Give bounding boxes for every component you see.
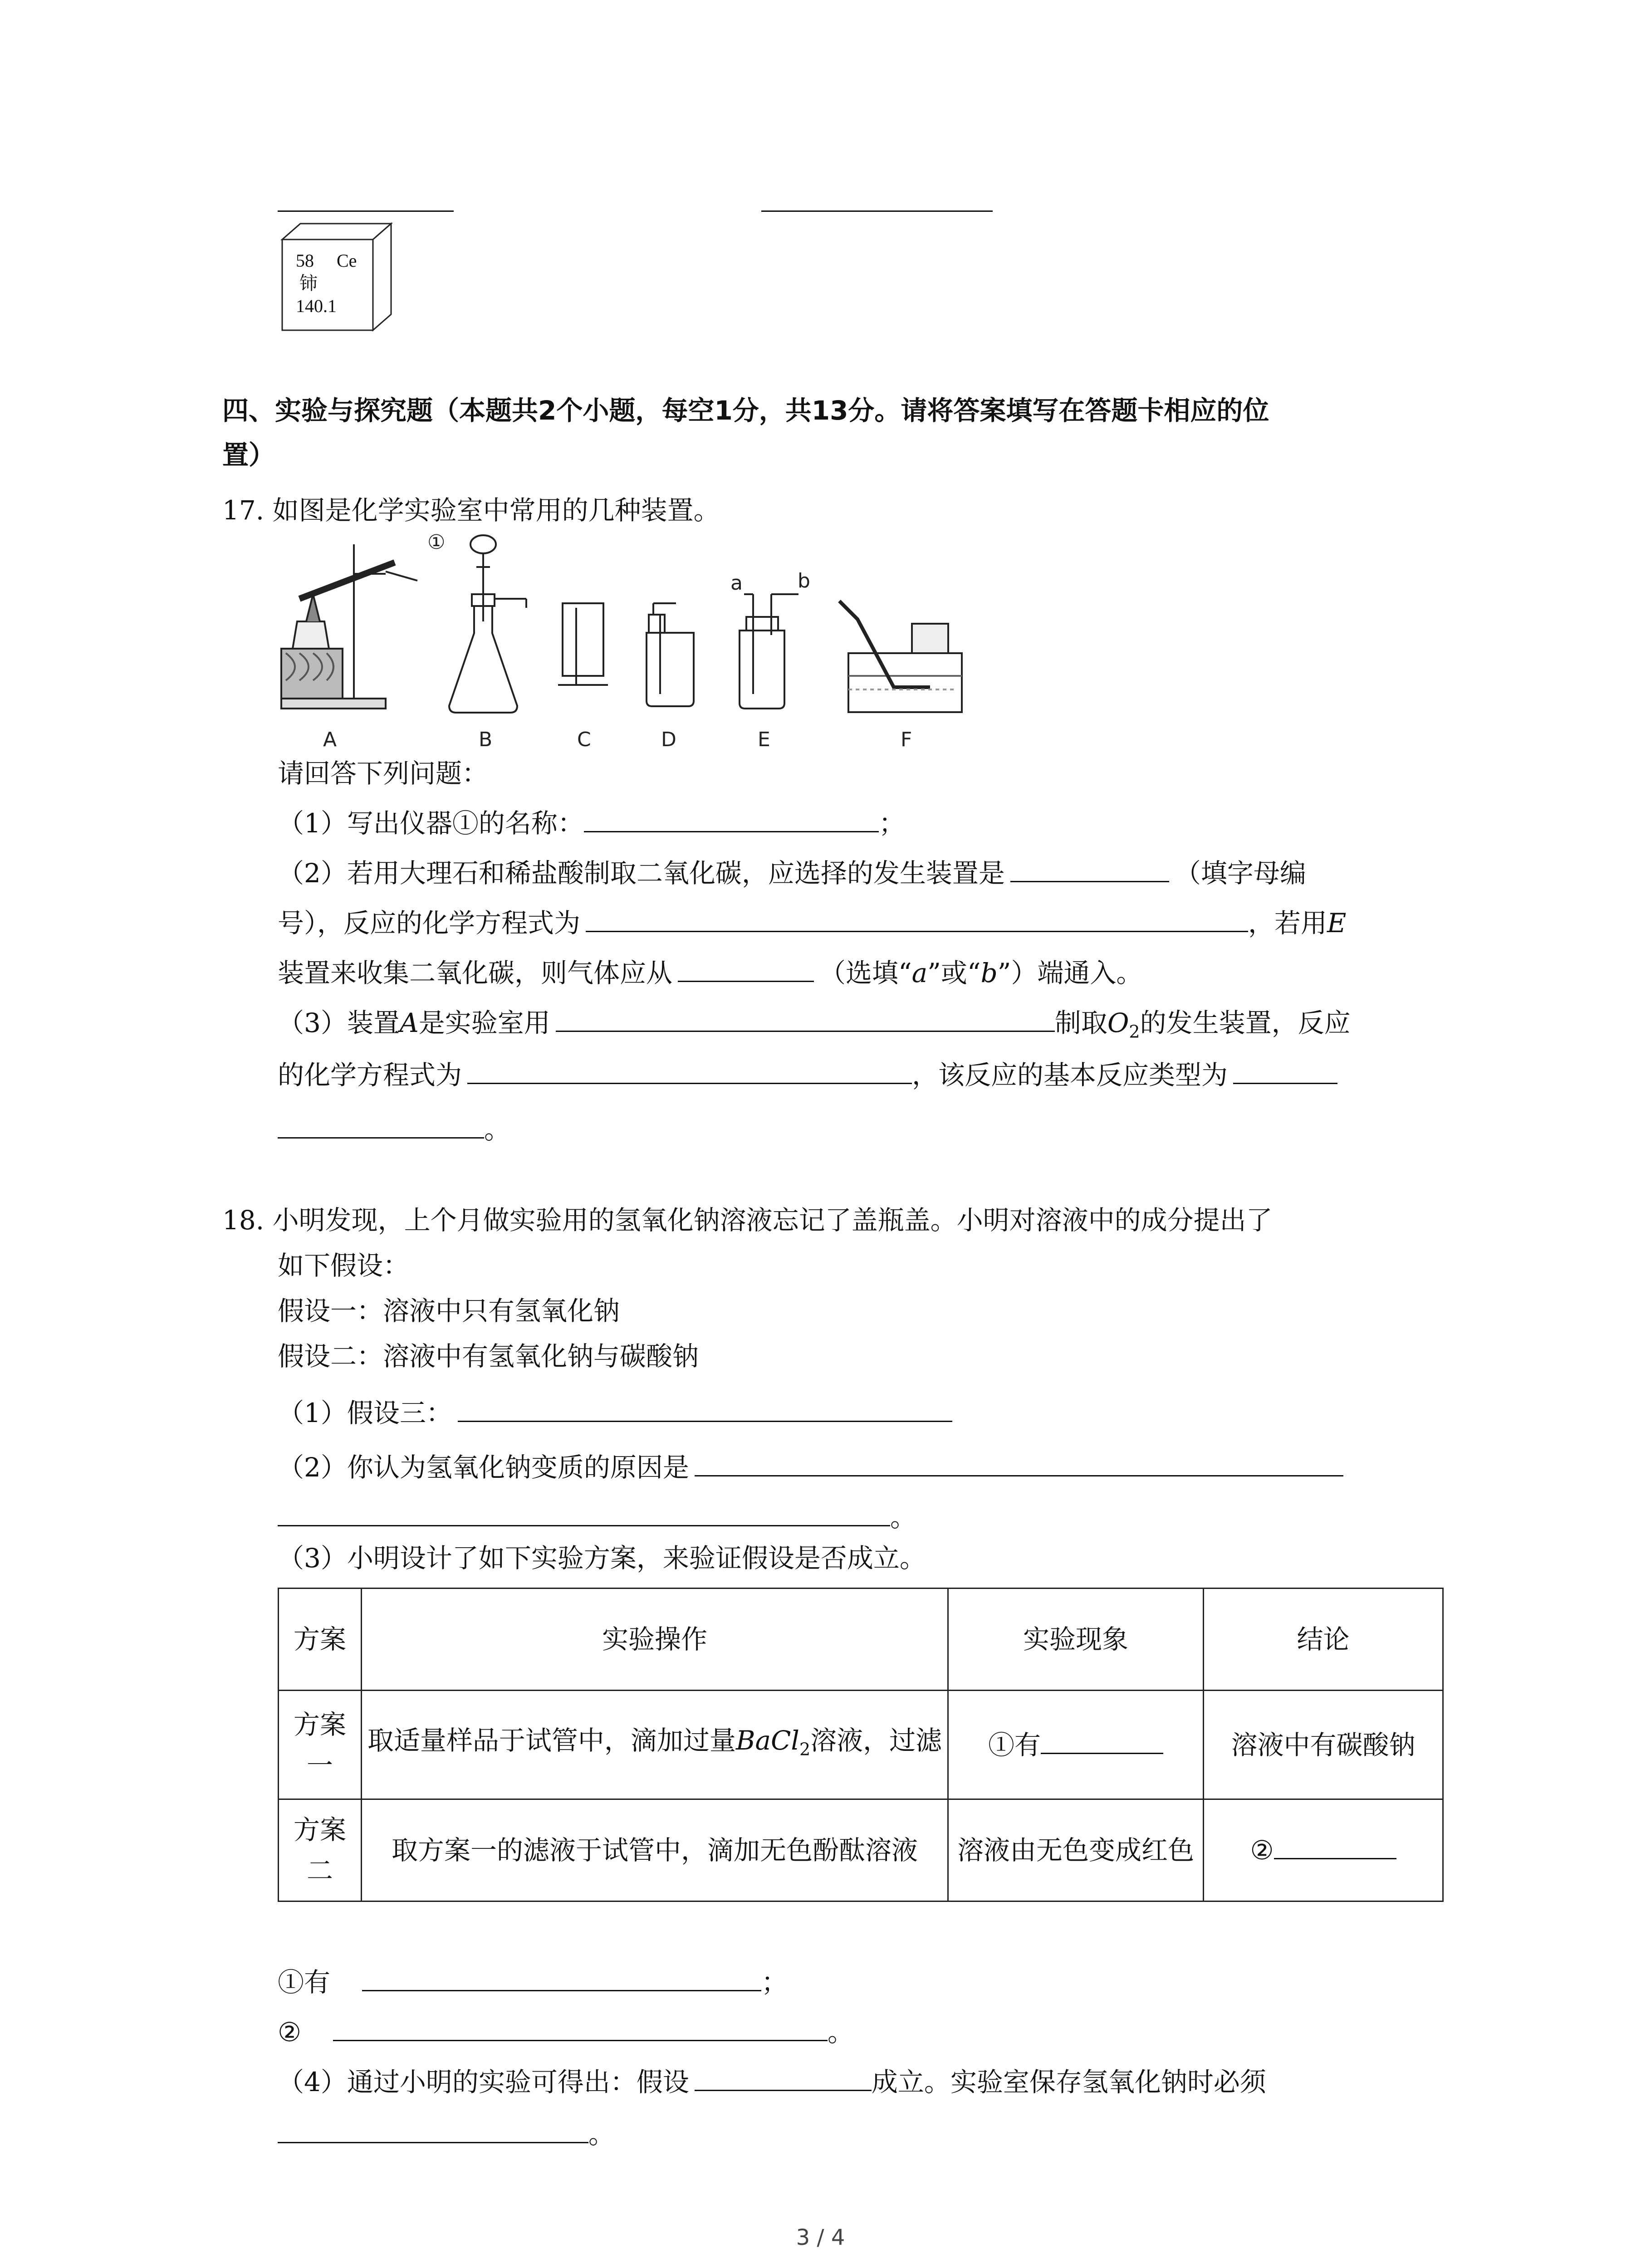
- element-mass: 140.1: [296, 296, 337, 316]
- plan-one-phenomenon: [948, 1691, 1204, 1799]
- q17-part3-text2b: ，该反应的基本反应类型为: [912, 1060, 1228, 1090]
- table-header-operation: 实验操作: [362, 1589, 948, 1691]
- q18-stem-line1: 18. 小明发现，上个月做实验用的氢氧化钠溶液忘记了盖瓶盖。小明对溶液中的成分提出了: [222, 1205, 1273, 1236]
- q17-part2-text2b: ，若用: [1248, 908, 1327, 938]
- q18-part4-cont: [278, 2114, 615, 2155]
- q18-answer-1-label: ①有: [278, 1967, 331, 1998]
- element-number: 58: [296, 250, 314, 271]
- q18-part2: [278, 1447, 1343, 1488]
- table-header-phenomenon: 实验现象: [948, 1589, 1204, 1691]
- apparatus-d-icon: [647, 603, 694, 706]
- port-b-label: b: [798, 569, 810, 592]
- q17-part1-blank[interactable]: [584, 805, 879, 832]
- q17-part2-line2: [278, 903, 1346, 943]
- q17-part2-equation-blank[interactable]: [586, 904, 1248, 932]
- q17-part2-port-blank[interactable]: [678, 954, 814, 982]
- q18-part2-cont: [278, 1497, 916, 1538]
- q18-answer-1-end: ；: [761, 1967, 788, 1998]
- q17-part3-o2: O: [1107, 1007, 1129, 1038]
- q17-part3-text1c: 制取: [1054, 1007, 1107, 1038]
- section-heading-line2: 置）: [222, 440, 275, 470]
- q17-part2-device-blank[interactable]: [1010, 855, 1169, 882]
- q17-part2-text3c: ”）端通入。: [997, 958, 1143, 988]
- q17-part2-a: a: [911, 958, 928, 988]
- apparatus-label-d: D: [661, 728, 676, 751]
- element-name: 铈: [299, 273, 318, 294]
- plan-one-operation: [362, 1691, 948, 1799]
- q18-hypothesis-2: 假设二：溶液中有氢氧化钠与碳酸钠: [278, 1341, 699, 1372]
- q17-part3-end: 。: [484, 1114, 511, 1145]
- plan-one-cell: 方案一: [279, 1691, 362, 1799]
- plan-one-formula: BaCl: [735, 1725, 799, 1756]
- q17-part3-text1b: 是实验室用: [418, 1007, 550, 1038]
- q17-part2-or: ”或“: [927, 958, 981, 988]
- q18-part4-hypothesis-blank[interactable]: [695, 2063, 872, 2091]
- plan-one-op-after: 溶液，过滤: [810, 1725, 942, 1756]
- plan-one-phenomenon-text: ①有: [988, 1729, 1041, 1760]
- q18-answer-2-blank[interactable]: [333, 2014, 828, 2041]
- q17-part2-text1: （2）若用大理石和稀盐酸制取二氧化碳，应选择的发生装置是: [278, 858, 1005, 889]
- q18-part4-end: 。: [588, 2119, 615, 2150]
- q18-answer-1-blank[interactable]: [362, 1964, 761, 1991]
- table-header-plan: 方案: [279, 1589, 362, 1691]
- apparatus-b-icon: [449, 535, 526, 713]
- q18-part1-blank[interactable]: [458, 1394, 952, 1422]
- q17-stem: 17. 如图是化学实验室中常用的几种装置。: [222, 495, 720, 526]
- q17-part3-line3: [278, 1109, 510, 1150]
- q18-part2-blank-b[interactable]: [278, 1499, 890, 1526]
- q18-part2-end: 。: [890, 1502, 917, 1533]
- q17-part2-line3: [278, 953, 1142, 993]
- apparatus-label-c: C: [577, 728, 591, 751]
- q18-answer-1: [278, 1962, 788, 2003]
- q18-answer-2-label: ②: [278, 2017, 301, 2048]
- plan-two-phenomenon: 溶液由无色变成红色: [948, 1799, 1204, 1901]
- apparatus-label-e: E: [758, 728, 770, 751]
- plan-two-conclusion: [1204, 1799, 1443, 1901]
- q18-hypothesis-1: 假设一：溶液中只有氢氧化钠: [278, 1295, 620, 1326]
- q17-part3-equation-blank[interactable]: [467, 1056, 912, 1084]
- apparatus-label-f: F: [901, 728, 912, 751]
- apparatus-c-icon: [558, 603, 608, 685]
- q17-part3-line1: [278, 1002, 1351, 1052]
- q18-part4-text-b: 成立。实验室保存氢氧化钠时必须: [871, 2067, 1266, 2097]
- q17-part3-line2: [278, 1055, 1337, 1095]
- plan-one-phenomenon-blank[interactable]: [1041, 1726, 1163, 1754]
- lab-apparatus-figure: [272, 531, 980, 758]
- q18-part2-blank-a[interactable]: [695, 1449, 1343, 1476]
- element-card-cube-icon: [278, 221, 396, 332]
- q18-part1: [278, 1393, 952, 1433]
- q18-part1-text: （1）假设三：: [278, 1398, 452, 1428]
- apparatus-a-icon: [281, 544, 417, 709]
- q17-part3-a: A: [399, 1007, 419, 1038]
- q17-part3-type-blank-a[interactable]: [1233, 1056, 1337, 1084]
- q17-part1-end: ；: [878, 808, 905, 839]
- table-row: [279, 1799, 1443, 1901]
- plan-two-cell: 方案二: [279, 1799, 362, 1901]
- element-card: [278, 221, 396, 332]
- q17-part3-type-blank-b[interactable]: [278, 1111, 484, 1139]
- q17-part1-text: （1）写出仪器①的名称：: [278, 808, 584, 839]
- q17-part3-text1d: 的发生装置，反应: [1140, 1007, 1351, 1038]
- element-symbol: Ce: [337, 250, 357, 271]
- table-header-conclusion: 结论: [1204, 1589, 1443, 1691]
- plan-two-operation: 取方案一的滤液于试管中，滴加无色酚酞溶液: [362, 1799, 948, 1901]
- q17-part2-b: b: [980, 958, 998, 988]
- apparatus-f-icon: [839, 601, 962, 712]
- table-header-row: [279, 1589, 1443, 1691]
- q17-part2-text3: 装置来收集二氧化碳，则气体应从: [278, 958, 673, 988]
- q18-answer-2: [278, 2012, 854, 2053]
- top-answer-blank-right[interactable]: [761, 210, 993, 212]
- q18-part4: [278, 2062, 1266, 2102]
- q17-part3-reagent-blank[interactable]: [556, 1004, 1055, 1032]
- q17-part3-text1: （3）装置: [278, 1007, 400, 1038]
- marker-circled-1: ①: [427, 531, 446, 554]
- plan-one-op-before: 取适量样品于试管中，滴加过量: [367, 1725, 736, 1756]
- q18-answer-2-end: 。: [828, 2017, 854, 2048]
- plan-one-conclusion: 溶液中有碳酸钠: [1204, 1691, 1443, 1799]
- apparatus-e-icon: [740, 594, 798, 709]
- experiment-plan-table: [278, 1588, 1444, 1902]
- top-answer-blank-left[interactable]: [278, 210, 454, 212]
- q17-part2-text2: 号），反应的化学方程式为: [278, 908, 581, 938]
- apparatus-label-a: A: [323, 728, 337, 751]
- q17-part1: [278, 803, 905, 844]
- plan-two-conclusion-text: ②: [1250, 1835, 1274, 1866]
- q17-part2-text3b: （选填“: [819, 958, 912, 988]
- apparatus-label-b: B: [479, 728, 493, 751]
- q18-part4-storage-blank[interactable]: [278, 2116, 588, 2143]
- section-heading-line1: 四、实验与探究题（本题共2个小题，每空1分，共13分。请将答案填写在答题卡相应的位: [222, 395, 1269, 426]
- page-number: 3 / 4: [796, 2225, 845, 2250]
- q18-part3: （3）小明设计了如下实验方案，来验证假设是否成立。: [278, 1543, 926, 1574]
- q17-part2-e: E: [1327, 908, 1347, 938]
- q17-part3-text2: 的化学方程式为: [278, 1060, 462, 1090]
- q17-part3-o2-sub: 2: [1129, 1022, 1140, 1042]
- plan-two-conclusion-blank[interactable]: [1274, 1832, 1396, 1859]
- q18-part2-text: （2）你认为氢氧化钠变质的原因是: [278, 1452, 689, 1483]
- table-row: [279, 1691, 1443, 1799]
- q18-part4-text: （4）通过小明的实验可得出：假设: [278, 2067, 689, 2097]
- port-a-label: a: [730, 572, 743, 595]
- plan-one-formula-sub: 2: [799, 1739, 811, 1760]
- q17-part2-text1b: （填字母编: [1174, 858, 1306, 889]
- q18-stem-line2: 如下假设：: [278, 1250, 410, 1281]
- q17-part2-line1: [278, 853, 1306, 894]
- q17-prompt: 请回答下列问题：: [278, 758, 489, 789]
